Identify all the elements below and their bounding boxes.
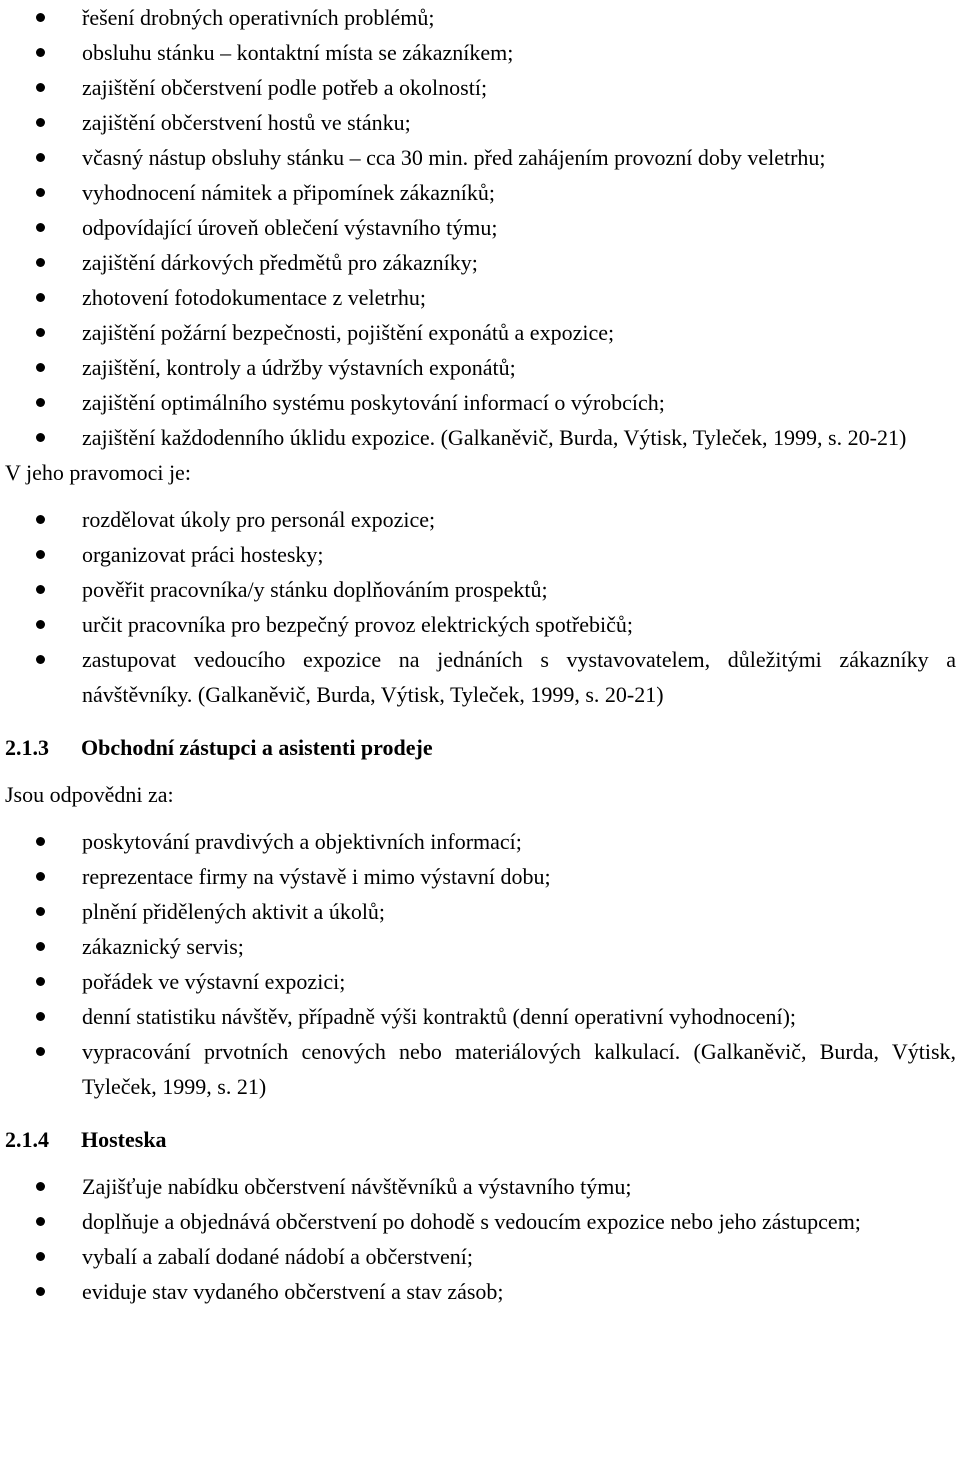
responsibility-intro: Jsou odpovědni za:: [5, 782, 174, 807]
bullet-icon: [36, 1217, 45, 1226]
list-item: obsluhu stánku – kontaktní místa se zákazníkem;: [0, 35, 960, 70]
section-number: 2.1.3: [5, 735, 49, 760]
list-item: rozdělovat úkoly pro personál expozice;: [0, 502, 960, 537]
list-item: zajištění každodenního úklidu expozice. (Galkaněvič, Burda, Výtisk, Tyleček, 1999, s. 20-21): [0, 420, 960, 455]
list-authority: [0, 502, 960, 712]
bullet-icon: [36, 872, 45, 881]
bullet-icon: [36, 363, 45, 372]
list-item: zajištění dárkových předmětů pro zákazníky;: [0, 245, 960, 280]
list-item: zajištění, kontroly a údržby výstavních exponátů;: [0, 350, 960, 385]
bullet-icon: [36, 655, 45, 664]
bullet-icon: [36, 13, 45, 22]
list-item: poskytování pravdivých a objektivních informací;: [0, 824, 960, 859]
list-item: Zajišťuje nabídku občerstvení návštěvníků a výstavního týmu;: [0, 1169, 960, 1204]
list-item: zákaznický servis;: [0, 929, 960, 964]
bullet-icon: [36, 942, 45, 951]
bullet-icon: [36, 223, 45, 232]
list-item: pořádek ve výstavní expozici;: [0, 964, 960, 999]
section-title: Obchodní zástupci a asistenti prodeje: [81, 735, 433, 760]
list-item: vyhodnocení námitek a připomínek zákazníků;: [0, 175, 960, 210]
bullet-icon: [36, 188, 45, 197]
list-item: denní statistiku návštěv, případně výši kontraktů (denní operativní vyhodnocení);: [0, 999, 960, 1034]
bullet-icon: [36, 83, 45, 92]
bullet-icon: [36, 328, 45, 337]
bullet-icon: [36, 550, 45, 559]
bullet-icon: [36, 1252, 45, 1261]
list-item: zastupovat vedoucího expozice na jednáních s vystavovatelem, důležitými zákazníky a návštěvníky. (Galkaněvič, Burda, Výtisk, Tyleček, 1999, s. 20-21): [0, 642, 960, 712]
list-item: reprezentace firmy na výstavě i mimo výstavní dobu;: [0, 859, 960, 894]
bullet-icon: [36, 398, 45, 407]
list-item: pověřit pracovníka/y stánku doplňováním prospektů;: [0, 572, 960, 607]
bullet-icon: [36, 907, 45, 916]
list-item: včasný nástup obsluhy stánku – cca 30 min. před zahájením provozní doby veletrhu;: [0, 140, 960, 175]
list-item: doplňuje a objednává občerstvení po dohodě s vedoucím expozice nebo jeho zástupcem;: [0, 1204, 960, 1239]
list-item: odpovídající úroveň oblečení výstavního týmu;: [0, 210, 960, 245]
bullet-icon: [36, 1287, 45, 1296]
list-item: určit pracovníka pro bezpečný provoz elektrických spotřebičů;: [0, 607, 960, 642]
bullet-icon: [36, 1047, 45, 1056]
section-number: 2.1.4: [5, 1127, 49, 1152]
list-stand-manager-duties: [0, 0, 960, 455]
section-heading-hostess: [0, 1122, 960, 1157]
bullet-icon: [36, 48, 45, 57]
list-item: organizovat práci hostesky;: [0, 537, 960, 572]
bullet-icon: [36, 433, 45, 442]
list-item: zhotovení fotodokumentace z veletrhu;: [0, 280, 960, 315]
list-item: eviduje stav vydaného občerstvení a stav zásob;: [0, 1274, 960, 1309]
bullet-icon: [36, 585, 45, 594]
bullet-icon: [36, 837, 45, 846]
bullet-icon: [36, 1012, 45, 1021]
list-item: zajištění optimálního systému poskytování informací o výrobcích;: [0, 385, 960, 420]
list-item: zajištění požární bezpečnosti, pojištění exponátů a expozice;: [0, 315, 960, 350]
bullet-icon: [36, 153, 45, 162]
bullet-icon: [36, 118, 45, 127]
bullet-icon: [36, 258, 45, 267]
list-hostess-duties: [0, 1169, 960, 1309]
list-sales-reps-duties: [0, 824, 960, 1104]
bullet-icon: [36, 620, 45, 629]
bullet-icon: [36, 515, 45, 524]
bullet-icon: [36, 293, 45, 302]
list-item: řešení drobných operativních problémů;: [0, 0, 960, 35]
bullet-icon: [36, 1182, 45, 1191]
list-item: vypracování prvotních cenových nebo materiálových kalkulací. (Galkaněvič, Burda, Výtisk, Tyleček, 1999, s. 21): [0, 1034, 960, 1104]
list-item: zajištění občerstvení podle potřeb a okolností;: [0, 70, 960, 105]
list-item: zajištění občerstvení hostů ve stánku;: [0, 105, 960, 140]
authority-intro: V jeho pravomoci je:: [5, 460, 191, 485]
bullet-icon: [36, 977, 45, 986]
section-title: Hosteska: [81, 1127, 167, 1152]
section-heading-sales-reps: [0, 730, 960, 765]
list-item: plnění přidělených aktivit a úkolů;: [0, 894, 960, 929]
list-item: vybalí a zabalí dodané nádobí a občerstvení;: [0, 1239, 960, 1274]
